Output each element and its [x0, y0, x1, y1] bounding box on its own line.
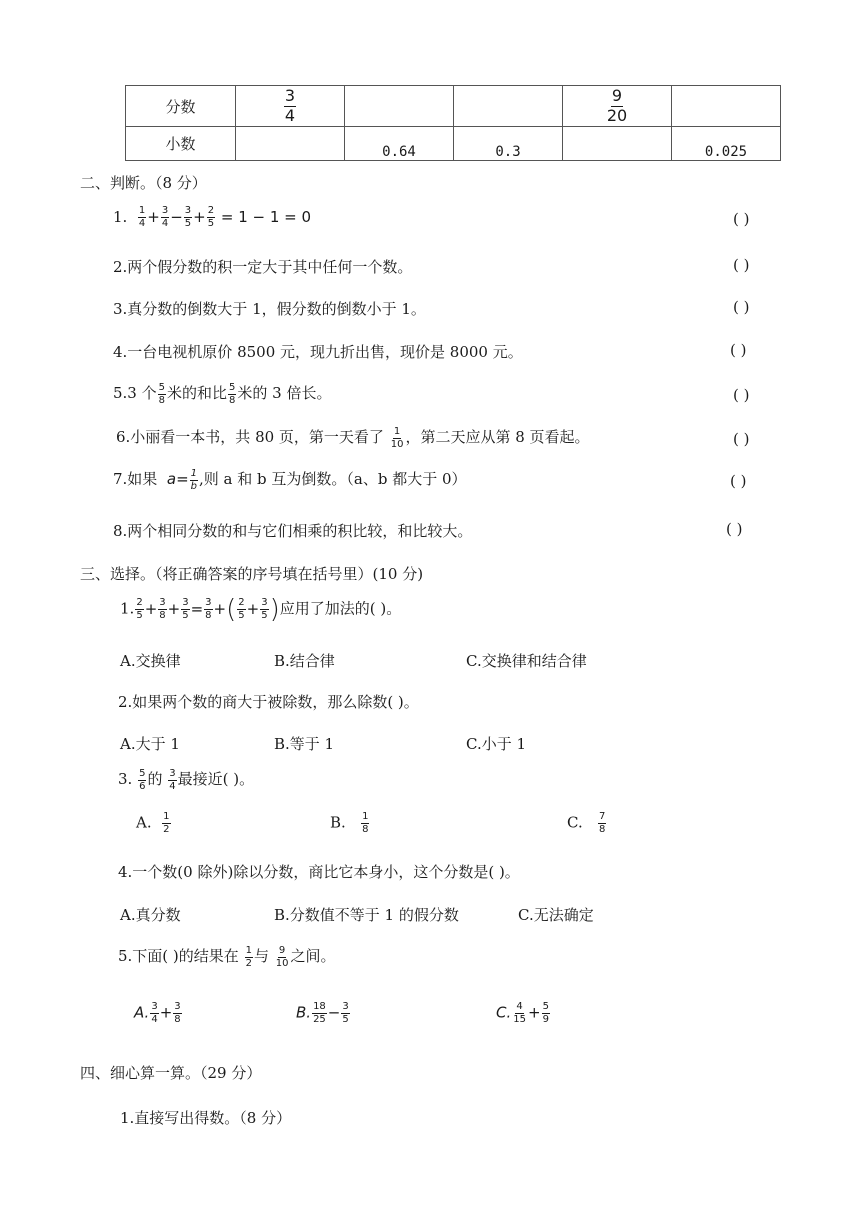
- option-a[interactable]: A.真分数: [120, 906, 181, 924]
- answer-paren[interactable]: ( ): [730, 341, 747, 359]
- option-c[interactable]: C.交换律和结合律: [466, 652, 587, 670]
- judge-q7: 7.如果 a= $\frac{1}{b}$ ,则 a 和 b 互为倒数。（a、b 都大于 0）: [113, 467, 467, 492]
- table-cell: [236, 127, 345, 161]
- answer-paren[interactable]: ( ): [733, 386, 750, 404]
- choice-q1: 1. $\frac{2}{5}$ + $\frac{3}{8}$ + $\frac{3}{5}$ = $\frac{3}{8}$ +( $\frac{2}{5}$ + $\frac{3}{5}$ )应用了加法的( )。: [120, 594, 402, 624]
- judge-q3: 3.真分数的倒数大于 1，假分数的倒数小于 1。: [113, 300, 426, 318]
- table-cell: 0.025: [672, 127, 781, 161]
- option-a[interactable]: A.大于 1: [120, 735, 180, 753]
- answer-paren[interactable]: ( ): [726, 520, 743, 538]
- table-cell: 0.3: [454, 127, 563, 161]
- judge-q8: 8.两个相同分数的和与它们相乘的积比较，和比较大。: [113, 522, 473, 540]
- section-title: 四、细心算一算。（29 分）: [80, 1064, 262, 1082]
- answer-paren[interactable]: ( ): [733, 298, 750, 316]
- option-a[interactable]: A. $\frac{3}{4}$ + $\frac{3}{8}$: [134, 1001, 181, 1025]
- option-b[interactable]: B.结合律: [274, 652, 335, 670]
- row-header-decimal: 小数: [126, 127, 236, 161]
- option-a[interactable]: A. $\frac{1}{2}$: [136, 811, 170, 835]
- choice-q2: 2.如果两个数的商大于被除数，那么除数( )。: [118, 693, 419, 711]
- choice-q5: 5.下面( )的结果在 $\frac{1}{2}$ 与 $\frac{9}{10}$ 之间。: [118, 944, 336, 969]
- section-title: 二、判断。（8 分）: [80, 174, 207, 192]
- fraction: $\frac{3}{4}$: [284, 86, 296, 125]
- judge-q6: 6.小丽看一本书，共 80 页，第一天看了 $\frac{1}{10}$ ，第二天应从第 8 页看起。: [116, 425, 590, 450]
- choice-q4: 4.一个数(0 除外)除以分数，商比它本身小，这个分数是( )。: [118, 863, 520, 881]
- table-cell: [345, 86, 454, 127]
- option-c[interactable]: C. $\frac{4}{15}$ + $\frac{5}{9}$: [496, 1001, 549, 1025]
- fraction: $\frac{9}{20}$: [606, 86, 628, 125]
- table-cell: [563, 86, 672, 127]
- answer-paren[interactable]: ( ): [733, 256, 750, 274]
- option-c[interactable]: C.小于 1: [466, 735, 527, 753]
- table-cell: [236, 86, 345, 127]
- calc-q1: 1.直接写出得数。（8 分）: [120, 1109, 292, 1127]
- table-cell: [672, 86, 781, 127]
- choice-q3: 3. $\frac{5}{6}$ 的 $\frac{3}{4}$ 最接近( )。: [118, 767, 255, 792]
- judge-q4: 4.一台电视机原价 8500 元，现九折出售，现价是 8000 元。: [113, 343, 523, 361]
- judge-q5: 5.3 个 $\frac{5}{8}$ 米的和比 $\frac{5}{8}$ 米的 3 倍长。: [113, 381, 332, 406]
- option-a[interactable]: A.交换律: [120, 652, 181, 670]
- option-b[interactable]: B.分数值不等于 1 的假分数: [274, 906, 459, 924]
- option-b[interactable]: B. $\frac{18}{25}$ − $\frac{3}{5}$: [296, 1001, 349, 1025]
- answer-paren[interactable]: ( ): [733, 430, 750, 448]
- section-title: 三、选择。（将正确答案的序号填在括号里）(10 分): [80, 565, 424, 583]
- option-c[interactable]: C.无法确定: [518, 906, 594, 924]
- table-cell: [454, 86, 563, 127]
- judge-q1: 1. $\frac{1}{4}$ + $\frac{3}{4}$ − $\frac{3}{5}$ + $\frac{2}{5}$ = 1 − 1 = 0: [113, 205, 312, 229]
- option-b[interactable]: B.等于 1: [274, 735, 335, 753]
- answer-paren[interactable]: ( ): [730, 472, 747, 490]
- table-cell: [563, 127, 672, 161]
- option-b[interactable]: B. $\frac{1}{8}$: [330, 811, 369, 835]
- row-header-fraction: 分数: [126, 86, 236, 127]
- table-cell: 0.64: [345, 127, 454, 161]
- judge-q2: 2.两个假分数的积一定大于其中任何一个数。: [113, 258, 413, 276]
- option-c[interactable]: C. $\frac{7}{8}$: [567, 811, 606, 835]
- conversion-table: [125, 85, 781, 161]
- answer-paren[interactable]: ( ): [733, 210, 750, 228]
